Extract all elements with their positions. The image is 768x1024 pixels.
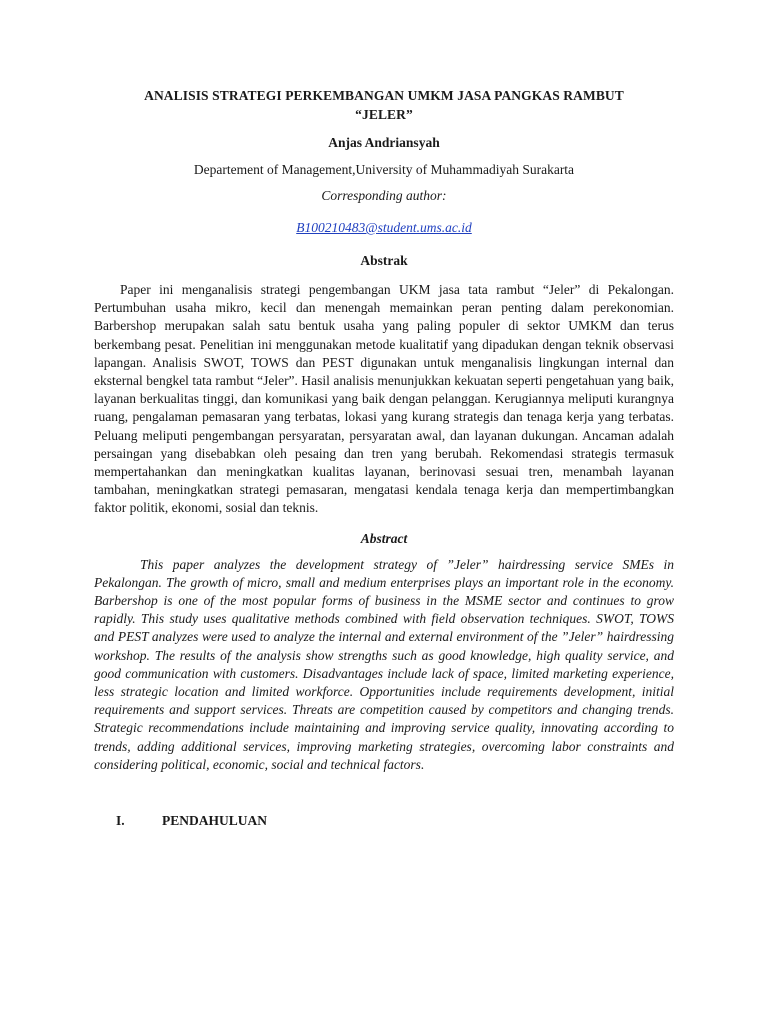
- paper-title: [94, 86, 674, 124]
- email-line: [94, 218, 674, 237]
- paper-title-line-1: ANALISIS STRATEGI PERKEMBANGAN UMKM JASA PANGKAS RAMBUT: [144, 88, 624, 103]
- section-title: PENDAHULUAN: [162, 813, 268, 829]
- author-email-link[interactable]: B100210483@student.ums.ac.id: [296, 220, 472, 235]
- corresponding-author-label: Corresponding author:: [321, 188, 447, 203]
- author-affiliation: Departement of Management,University of Muhammadiyah Surakarta: [193, 162, 575, 177]
- abstrak-paragraph: Paper ini menganalisis strategi pengembangan UKM jasa tata rambut “Jeler” di Pekalongan. Pertumbuhan usaha mikro, kecil dan menengah memainkan peran penting dalam perekonomian. Barbershop merupakan salah satu bentuk usaha yang paling populer di sektor UMKM dan terus berkembang pesat. Penelitian ini menggunakan metode kualitatif yang dipadukan dengan teknik observasi lapangan. Analisis SWOT, TOWS dan PEST digunakan untuk menganalisis lingkungan internal dan eksternal bengkel tata rambut “Jeler”. Hasil analisis menunjukkan kekuatan seperti pengetahuan yang baik, layanan berkualitas tinggi, dan komunikasi yang baik dengan pelanggan. Kerugiannya meliputi kurangnya ruang, pengalaman pemasaran yang terbatas, lokasi yang kurang strategis dan tenaga kerja yang terbatas. Peluang meliputi pengembangan persyaratan, persyaratan awal, dan layanan dukungan. Ancaman adalah persaingan yang disebabkan oleh pesaing dan tren yang berubah. Rekomendasi strategis termasuk mempertahankan dan meningkatkan kualitas layanan, berinovasi sesuai tren, menambah layanan tambahan, meningkatkan strategi pemasaran, mengatasi kendala tenaga kerja dan mempertimbangkan faktor politik, ekonomi, sosial dan teknis.: [94, 282, 674, 516]
- abstrak-heading: Abstrak: [360, 253, 408, 268]
- paper-title-line-2: “JELER”: [355, 107, 413, 122]
- section-heading-pendahuluan: [116, 811, 674, 830]
- abstract-paragraph: This paper analyzes the development strategy of ”Jeler” hairdressing service SMEs in Pekalongan. The growth of micro, small and medium enterprises plays an important role in the economy. Barbershop is one of the most popular forms of business in the MSME sector and continues to grow rapidly. This study uses qualitative methods combined with field observation techniques. SWOT, TOWS and PEST analyzes were used to analyze the internal and external environment of the ”Jeler” hairdressing workshop. The results of the analysis show strengths such as good knowledge, high quality service, and good communication with customers. Disadvantages include lack of space, limited marketing experience, less strategic location and limited workforce. Opportunities include requirements development, initial requirements and support services. Threats are competition caused by competitors and changing trends. Strategic recommendations include maintaining and improving service quality, innovating according to trends, adding additional services, improving marketing strategies, overcoming labor constraints and considering political, economic, social and technical factors.: [94, 556, 674, 772]
- section-number: I.: [116, 813, 125, 829]
- abstract-heading: Abstract: [360, 530, 408, 546]
- author-name: Anjas Andriansyah: [328, 135, 440, 150]
